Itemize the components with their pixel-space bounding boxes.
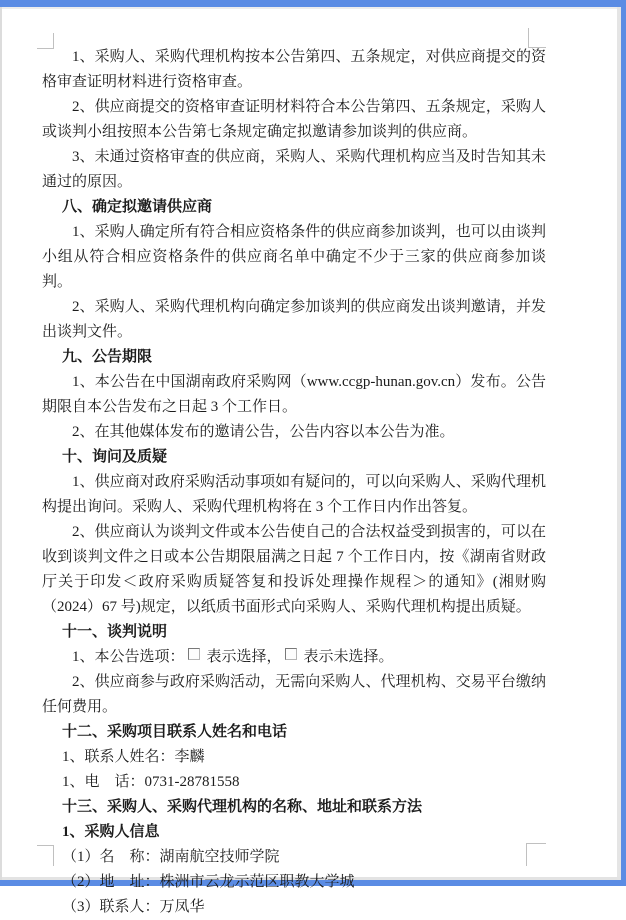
- page-edge-left: [0, 7, 2, 880]
- doc-heading: 十、询问及质疑: [62, 449, 168, 465]
- doc-heading: 十二、采购项目联系人姓名和电话: [62, 724, 288, 740]
- checkbox-selected-label: 表示选择，: [206, 649, 282, 665]
- checkbox-line-label: 1、本公告选项：: [72, 649, 185, 665]
- doc-heading: 十一、谈判说明: [62, 624, 168, 640]
- checkbox-unselected-label: 表示未选择。: [303, 649, 394, 665]
- purchaser-name-line: （1）名 称：湖南航空技师学院: [62, 849, 280, 865]
- doc-paragraph: 2、供应商认为谈判文件或本公告使自己的合法权益受到损害的，可以在收到谈判文件之日或本公告期限届满之日起 7 个工作日内，按《湖南省财政厅关于印发＜政府采购质疑答复和投诉处理操作规程＞的通知》(湘财购（2024）67 号)规定，以纸质书面形式向采购人、采购代理机构提出质疑。: [42, 524, 546, 615]
- doc-paragraph: 2、供应商提交的资格审查证明材料符合本公告第四、五条规定，采购人或谈判小组按照本公告第七条规定确定拟邀请参加谈判的供应商。: [42, 99, 546, 140]
- checkbox-icon: [188, 648, 200, 660]
- doc-paragraph: 1、供应商对政府采购活动事项如有疑问的，可以向采购人、采购代理机构提出询问。采购人、采购代理机构将在 3 个工作日内作出答复。: [42, 474, 546, 515]
- doc-heading: 九、公告期限: [62, 349, 153, 365]
- doc-paragraph: 2、采购人、采购代理机构向确定参加谈判的供应商发出谈判邀请，并发出谈判文件。: [42, 299, 546, 340]
- checkbox-icon: [285, 648, 297, 660]
- doc-heading: 1、采购人信息: [62, 824, 160, 840]
- contact-phone-line: 1、电 话：0731-28781558: [62, 774, 240, 790]
- doc-heading: 八、确定拟邀请供应商: [62, 199, 213, 215]
- doc-paragraph: 3、未通过资格审查的供应商，采购人、采购代理机构应当及时告知其未通过的原因。: [42, 149, 546, 190]
- window-border-top: [0, 0, 626, 7]
- doc-paragraph: 1、采购人确定所有符合相应资格条件的供应商参加谈判，也可以由谈判小组从符合相应资格条件的供应商名单中确定不少于三家的供应商参加谈判。: [42, 224, 546, 290]
- purchaser-contact-line: （3）联系人：万凤华: [62, 899, 205, 915]
- doc-paragraph: 2、供应商参与政府采购活动，无需向采购人、代理机构、交易平台缴纳任何费用。: [42, 674, 546, 715]
- document-page[interactable]: [42, 45, 546, 920]
- window-border-right: [621, 0, 626, 886]
- purchaser-address-line: （2）地 址：株洲市云龙示范区职教大学城: [62, 874, 355, 890]
- doc-paragraph: 1、采购人、采购代理机构按本公告第四、五条规定，对供应商提交的资格审查证明材料进行资格审查。: [42, 49, 546, 90]
- doc-paragraph: 2、在其他媒体发布的邀请公告，公告内容以本公告为准。: [72, 424, 455, 440]
- doc-checkbox-line: [42, 645, 546, 670]
- doc-paragraph: 1、本公告在中国湖南政府采购网（www.ccgp-hunan.gov.cn）发布。公告期限自本公告发布之日起 3 个工作日。: [42, 374, 546, 415]
- doc-heading: 十三、采购人、采购代理机构的名称、地址和联系方法: [62, 799, 423, 815]
- contact-name-line: 1、联系人姓名：李麟: [62, 749, 205, 765]
- page-edge-top: [0, 7, 626, 9]
